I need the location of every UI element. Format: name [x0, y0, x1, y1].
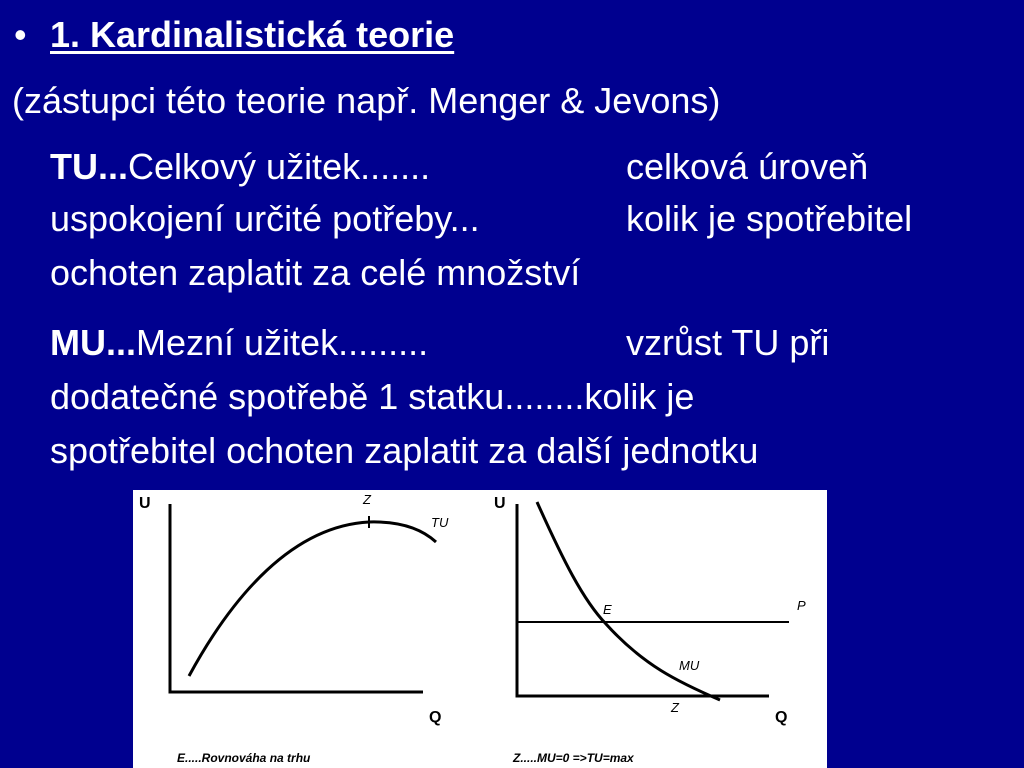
tu-panel	[139, 492, 449, 765]
tu-line-2a: uspokojení určité potřeby...	[50, 198, 480, 239]
mu-panel	[494, 495, 806, 765]
zero-point-label: Z	[671, 700, 679, 715]
price-label: P	[797, 598, 806, 613]
mu-term: MU...	[50, 322, 136, 363]
tu-line-3: ochoten zaplatit za celé množství	[50, 252, 581, 293]
tu-caption: E.....Rovnováha na trhu	[177, 751, 311, 765]
mu-caption: Z.....MU=0 =>TU=max	[513, 751, 634, 765]
tu-term: TU...	[50, 146, 128, 187]
mu-y-axis-label: U	[494, 495, 506, 512]
utility-diagram-svg	[133, 490, 827, 768]
mu-line-3: spotřebitel ochoten zaplatit za další jednotku	[50, 430, 759, 471]
tu-axes	[170, 504, 423, 692]
mu-x-axis-label: Q	[775, 709, 788, 726]
tu-y-axis-label: U	[139, 495, 151, 512]
bullet-marker: •	[14, 14, 27, 55]
mu-line-2: dodatečné spotřebě 1 statku........kolik je	[50, 376, 695, 417]
tu-peak-label: Z	[363, 492, 371, 507]
tu-line-2b: kolik je spotřebitel	[626, 198, 913, 239]
utility-diagram	[133, 490, 827, 768]
mu-line-1a: Mezní užitek.........	[136, 322, 429, 363]
tu-line-1a: Celkový užitek.......	[128, 146, 431, 187]
mu-axes	[517, 504, 769, 696]
tu-curve	[189, 522, 436, 676]
tu-line-1	[50, 146, 430, 188]
eq-point-label: E	[603, 602, 612, 617]
slide-subtitle: (zástupci této teorie např. Menger & Jevons)	[12, 80, 721, 121]
mu-line-1b: vzrůst TU při	[626, 322, 830, 363]
mu-line-1	[50, 322, 428, 364]
tu-line-1b: celková úroveň	[626, 146, 869, 187]
slide-title: 1. Kardinalistická teorie	[50, 14, 455, 55]
mu-curve-label: MU	[679, 658, 700, 673]
tu-curve-label: TU	[431, 515, 449, 530]
tu-x-axis-label: Q	[429, 709, 442, 726]
